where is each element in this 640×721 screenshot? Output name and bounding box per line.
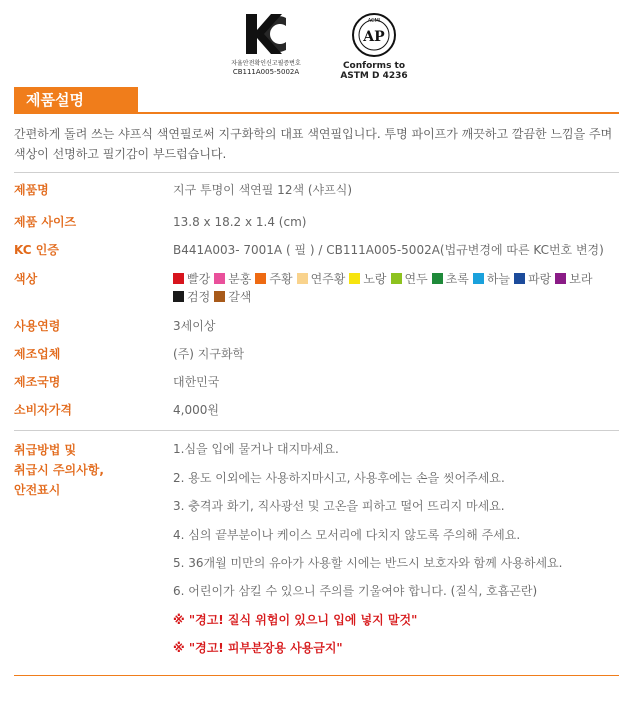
color-chip: [349, 273, 360, 284]
color-chip: [432, 273, 443, 284]
color-chip: [297, 273, 308, 284]
spec-value: 대한민국: [173, 375, 220, 389]
color-name: 보라: [569, 272, 593, 286]
color-name: 주황: [269, 272, 293, 286]
spec-value: 지구 투명이 색연필 12색 (샤프식): [173, 183, 352, 197]
color-name: 초록: [445, 272, 469, 286]
product-intro: 간편하게 돌려 쓰는 샤프식 색연필로써 지구화학의 대표 색연필입니다. 투명 파이프가 깨끗하고 깔끔한 느낌을 주며 색상이 선명하고 필기감이 부드럽습니다.: [14, 127, 613, 161]
color-name: 하늘: [486, 272, 511, 286]
color-swatch-item: [173, 288, 210, 306]
spec-label: 제조업체: [14, 347, 61, 361]
section-header: [14, 87, 619, 114]
bottom-divider: [14, 675, 619, 676]
color-swatch-item: [255, 270, 292, 288]
spec-label: KC 인증: [14, 243, 59, 257]
spec-value: B441A003- 7001A ( 필 ) / CB111A005-5002A(법규변경에 따른 KC번호 변경): [173, 243, 604, 257]
color-swatch-item: [391, 270, 428, 288]
color-name: 연주황: [310, 272, 346, 286]
spec-label: 소비자가격: [14, 403, 72, 417]
spec-value: 3세이상: [173, 319, 216, 333]
color-name: 연두: [404, 272, 428, 286]
certification-logos: [0, 12, 640, 92]
color-swatch-item: [173, 270, 210, 288]
color-chip: [173, 273, 184, 284]
color-name: 분홍: [228, 272, 252, 286]
kc-mark-icon: [244, 12, 288, 56]
spec-label: 제품 사이즈: [14, 215, 77, 229]
svg-text:ACMI: ACMI: [367, 18, 381, 24]
color-name: 검정: [187, 290, 211, 304]
caution-item: 1.심을 입에 물거나 대지마세요.: [173, 442, 339, 456]
ap-astm-line: ASTM D 4236: [340, 71, 408, 81]
color-name: 노랑: [363, 272, 387, 286]
caution-item: 3. 충격과 화기, 직사광선 및 고온을 피하고 떨어 뜨리지 마세요.: [173, 499, 505, 513]
spec-label: 제조국명: [14, 375, 61, 389]
color-chip: [473, 273, 484, 284]
ap-seal-icon: [351, 12, 397, 58]
color-swatch-list: [173, 270, 633, 306]
color-chip: [214, 273, 225, 284]
caution-label-line: 취급시 주의사항,: [14, 463, 104, 477]
color-swatch-item: [432, 270, 469, 288]
divider: [14, 430, 619, 431]
color-chip: [514, 273, 525, 284]
spec-value: 4,000원: [173, 403, 219, 417]
svg-text:AP: AP: [363, 29, 385, 45]
color-swatch-item: [473, 270, 510, 288]
spec-label: 사용연령: [14, 319, 61, 333]
caution-item: 6. 어린이가 삼킬 수 있으니 주의를 기울여야 합니다. (질식, 호흡곤란): [173, 584, 538, 598]
caution-label: [14, 440, 164, 500]
color-chip: [214, 291, 225, 302]
color-name: 갈색: [228, 290, 252, 304]
spec-label: 색상: [14, 272, 38, 286]
caution-item: 4. 심의 끝부분이나 케이스 모서리에 다치지 않도록 주의해 주세요.: [173, 528, 521, 542]
section-title: 제품설명: [14, 87, 138, 114]
color-name: 파랑: [528, 272, 552, 286]
divider: [14, 172, 619, 173]
warning-skin: ※ "경고! 피부분장용 사용금지": [173, 641, 343, 655]
spec-value: 13.8 x 18.2 x 1.4 (cm): [173, 215, 307, 229]
color-chip: [255, 273, 266, 284]
caution-item: 5. 36개월 미만의 유아가 사용할 시에는 반드시 보호자와 함께 사용하세요.: [173, 556, 563, 570]
color-chip: [555, 273, 566, 284]
color-name: 빨강: [187, 272, 211, 286]
ap-seal-logo: [334, 12, 414, 81]
color-chip: [391, 273, 402, 284]
spec-value: (주) 지구화학: [173, 347, 245, 361]
color-swatch-item: [297, 270, 346, 288]
warning-choking: ※ "경고! 질식 위험이 있으니 입에 넣지 말것": [173, 613, 418, 627]
spec-label: 제품명: [14, 183, 49, 197]
color-chip: [173, 291, 184, 302]
header-underline: [14, 112, 619, 114]
kc-number: CB111A005-5002A: [232, 68, 300, 76]
color-swatch-item: [555, 270, 592, 288]
color-swatch-item: [214, 288, 251, 306]
caution-item: 2. 용도 이외에는 사용하지마시고, 사용후에는 손을 씻어주세요.: [173, 471, 505, 485]
kc-caption: 자율안전확인신고필증번호: [231, 60, 301, 67]
color-swatch-item: [349, 270, 386, 288]
ap-conforms-line: Conforms to: [342, 61, 406, 71]
kc-logo: [226, 12, 306, 77]
caution-label-line: 안전표시: [14, 483, 61, 497]
caution-label-line: 취급방법 및: [14, 443, 77, 457]
color-swatch-item: [214, 270, 251, 288]
color-swatch-item: [514, 270, 551, 288]
